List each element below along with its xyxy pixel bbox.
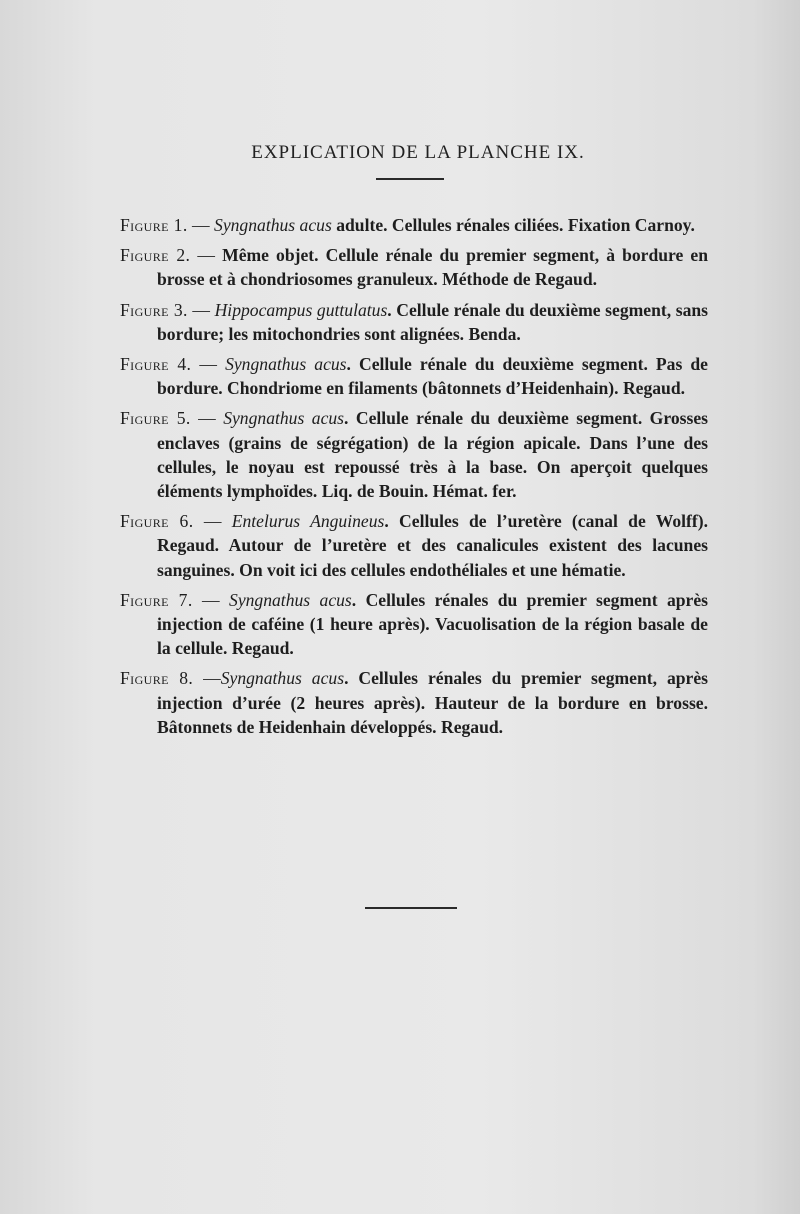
figure-entry-6 (120, 509, 708, 582)
figure-dash: — (193, 511, 232, 532)
figure-species: Syngnathus acus (214, 215, 332, 235)
figure-species: Hippocampus guttulatus (214, 299, 388, 320)
figure-entry-1 (120, 213, 708, 237)
figure-dash: — (187, 215, 215, 235)
figure-label: Figure 3. (120, 299, 188, 320)
figure-description: . Cellules rénales du premier segment après injection de caféine (1 heure après). Vacuolisation de la région basale de la cellule. Regaud. (157, 589, 708, 659)
figure-dash: — (190, 408, 224, 429)
figure-label: Figure 7. (120, 589, 193, 610)
figure-list (120, 213, 708, 745)
figure-species: Syngnathus acus (229, 589, 352, 610)
figure-description: . Cellules de l’uretère (canal de Wolff). Regaud. Autour de l’uretère et des canalicules existent des lacunes sanguines. On voit ici des cellules endothéliales et une hématie. (157, 511, 709, 580)
figure-label: Figure 1. (120, 215, 188, 235)
title-divider (376, 178, 444, 180)
figure-label: Figure 6. (120, 511, 194, 532)
figure-dash: — (191, 354, 226, 375)
figure-species: Syngnathus acus (225, 354, 347, 375)
figure-description: . Cellules rénales du premier segment, après injection d’urée (2 heures après). Hauteur de la bordure en brosse. Bâtonnets de Heidenhain développés. Regaud. (157, 668, 708, 737)
figure-description: Même objet. Cellule rénale du premier segment, à bordure en brosse et à chondriosomes granuleux. Méthode de Regaud. (157, 245, 709, 290)
figure-dash: — (190, 245, 223, 266)
figure-dash: — (187, 299, 215, 320)
figure-dash: — (192, 589, 230, 610)
figure-species: Entelurus Anguineus (231, 511, 385, 532)
figure-label: Figure 8. (120, 668, 194, 689)
figure-description: . Cellule rénale du deuxième segment. Pas de bordure. Chondriome en filaments (bâtonnets d’Heidenhain). Regaud. (157, 354, 708, 399)
figure-entry-2 (120, 243, 708, 291)
figure-entry-8 (120, 666, 708, 739)
figure-entry-7 (120, 588, 708, 661)
figure-label: Figure 4. (120, 354, 192, 375)
figure-species: Syngnathus acus (220, 668, 345, 689)
figure-description: . Cellule rénale du deuxième segment. Grosses enclaves (grains de ségrégation) de la région apicale. Dans l’une des cellules, le noyau est repoussé très à la base. On aperçoit quelques éléments lymphoïdes. Liq. de Bouin. Hémat. fer. (157, 408, 708, 502)
figure-entry-3 (120, 298, 708, 346)
figure-entry-4 (120, 352, 708, 400)
closing-divider (365, 907, 457, 909)
figure-description: . Cellule rénale du deuxième segment, sans bordure; les mitochondries sont alignées. Benda. (157, 299, 708, 344)
figure-entry-5 (120, 406, 708, 503)
figure-label: Figure 5. (120, 408, 191, 429)
figure-dash: — (193, 668, 221, 689)
page-title: EXPLICATION DE LA PLANCHE IX. (251, 142, 585, 163)
figure-label: Figure 2. (120, 245, 191, 266)
figure-description: adulte. Cellules rénales ciliées. Fixation Carnoy. (331, 215, 695, 235)
figure-species: Syngnathus acus (223, 408, 345, 429)
